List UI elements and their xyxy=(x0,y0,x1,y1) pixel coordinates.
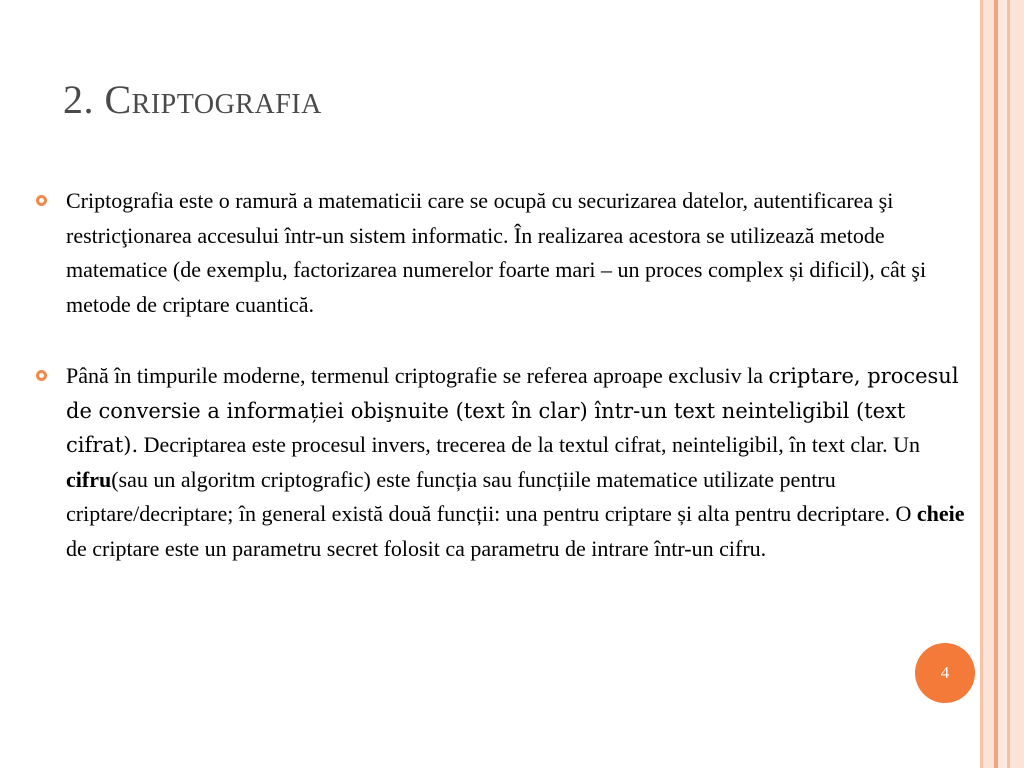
bold-term: cheie xyxy=(916,501,965,526)
bullet-ring-icon xyxy=(36,195,47,206)
bullet-item xyxy=(36,359,971,566)
bullet-text-part: (sau un algoritm criptografic) este funcția sau funcțiile matematice utilizate pentru criptare/decriptare; în general există două funcții: una pentru criptare și alta pentru decriptare. O xyxy=(66,466,917,526)
slide-content xyxy=(36,184,971,566)
decorative-stripes xyxy=(980,0,1024,768)
bullet-text-part: Decriptarea este procesul invers, trecerea de la textul cifrat, neinteligibil, în text clar. Un xyxy=(138,432,921,457)
bold-term: cifru xyxy=(66,466,112,492)
bullet-text-part: criptare, procesul de conversie a informației obişnuite (text în clar) într-un text neinteligibil (text cifrat). xyxy=(66,364,959,457)
bullet-item xyxy=(36,184,971,322)
slide-title: 2. Criptografia xyxy=(63,77,322,122)
page-number-badge: 4 xyxy=(915,643,975,703)
bullet-ring-icon xyxy=(36,370,47,381)
bullet-text-part: de criptare este un parametru secret folosit ca parametru de intrare într-un cifru. xyxy=(66,535,767,561)
bullet-text-part: Până în timpurile moderne, termenul criptografie se referea aproape exclusiv la xyxy=(66,363,769,388)
bullet-text: Criptografia este o ramură a matematicii care se ocupă cu securizarea datelor, autentificarea şi restricţionarea accesului într-un sistem informatic. În realizarea acestora se utilizează metode matematice (de exemplu, factorizarea numerelor foarte mari – un proces complex și dificil), cât şi metode de criptare cuantică. xyxy=(66,188,927,317)
